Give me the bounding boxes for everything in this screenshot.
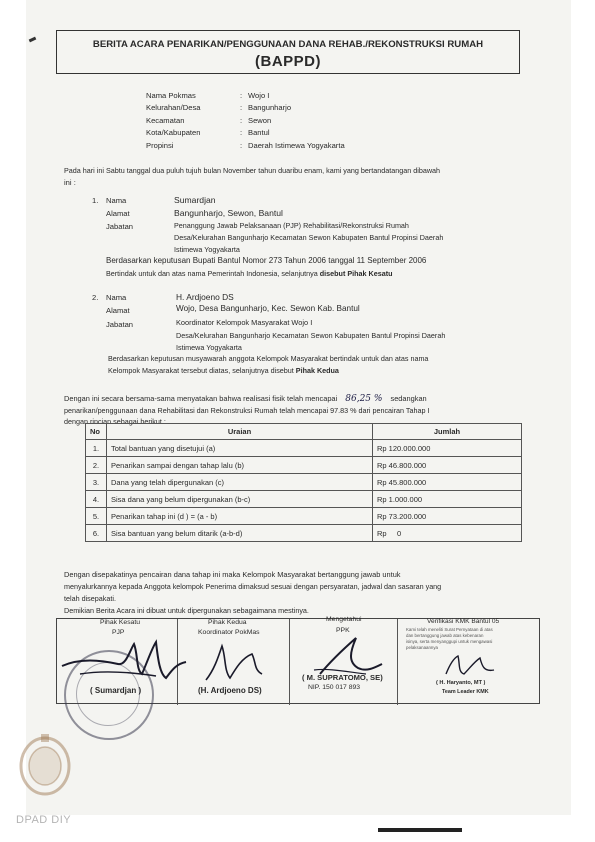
row-amount: Rp 73.200.000 — [373, 508, 522, 525]
party-one-designation: disebut Pihak Kesatu — [319, 269, 393, 278]
breakdown-table — [85, 423, 522, 542]
acting-text: Bertindak untuk dan atas nama Pemerintah Indonesia, selanjutnya — [106, 269, 318, 278]
bottom-bar — [378, 828, 462, 832]
table-row — [86, 474, 522, 491]
verification-text: pelaksanaannya — [406, 645, 438, 650]
jabatan-label: Jabatan — [106, 222, 134, 231]
statement-line-1 — [64, 394, 427, 404]
table-header-row — [86, 424, 522, 440]
identity-label: Kelurahan/Desa — [146, 103, 201, 112]
nama-label: Nama — [106, 196, 127, 205]
party-one-decree: Berdasarkan keputusan Bupati Bantul Nomor 273 Tahun 2006 tanggal 11 September 2006 — [106, 256, 427, 265]
table-row — [86, 440, 522, 457]
row-amount: Rp 0 — [373, 525, 522, 542]
statement-text: Dengan ini secara bersama-sama menyatakan bahwa realisasi fisik telah mencapai — [64, 394, 338, 403]
row-description: Sisa bantuan yang belum ditarik (a-b-d) — [107, 525, 373, 542]
party-one-name: Sumardjan — [174, 195, 216, 205]
identity-value: Daerah Istimewa Yogyakarta — [248, 141, 345, 150]
party-two-basis — [108, 366, 339, 376]
row-number: 2. — [86, 457, 107, 474]
table-row — [86, 457, 522, 474]
party-one-position: Penanggung Jawab Pelaksanaan (PJP) Rehabilitasi/Rekonstruksi Rumah — [174, 221, 409, 230]
party-two-basis: Berdasarkan keputusan musyawarah anggota Kelompok Masyarakat bertindak untuk dan atas nama — [108, 354, 429, 363]
party-two-address: Wojo, Desa Bangunharjo, Kec. Sewon Kab. Bantul — [176, 304, 360, 313]
row-amount: Rp 1.000.000 — [373, 491, 522, 508]
alamat-label: Alamat — [106, 209, 130, 218]
intro-line-2: ini : — [64, 178, 76, 187]
verification-title: Verifikasi KMK Bantul 05 — [427, 618, 500, 625]
handwritten-percentage: 86,25 % — [345, 394, 383, 404]
row-description: Sisa dana yang belum dipergunakan (b-c) — [107, 491, 373, 508]
identity-value: Bantul — [248, 128, 270, 137]
identity-value: Wojo I — [248, 91, 270, 100]
party-number: 1. — [92, 196, 99, 205]
signature-four-icon — [440, 650, 500, 680]
watermark: DPAD DIY — [16, 814, 72, 826]
row-amount: Rp 45.800.000 — [373, 474, 522, 491]
closing-line-2: menyalurkannya kepada Anggota kelompok Penerima dimaksud sesuai dengan persyaratan, jadwal dan sasaran yang — [64, 582, 442, 591]
identity-colon: : — [240, 116, 243, 125]
regency-emblem-icon — [16, 730, 74, 800]
signature-two-icon — [196, 640, 276, 686]
row-number: 3. — [86, 474, 107, 491]
document-title: BERITA ACARA PENARIKAN/PENGGUNAAN DANA REHAB./REKONSTRUKSI RUMAH — [92, 39, 484, 50]
closing-line-4: Demikian Berita Acara ini dibuat untuk dipergunakan sebagaimana mestinya. — [64, 606, 309, 615]
nama-label: Nama — [106, 293, 127, 302]
signer-two-label: Pihak Kedua — [208, 619, 247, 626]
signer-two-role: Koordinator PokMas — [198, 629, 260, 636]
row-description: Penarikan tahap ini (d ) = (a - b) — [107, 508, 373, 525]
page-margin-bottom — [0, 815, 595, 842]
jabatan-label: Jabatan — [106, 320, 134, 329]
statement-text: sedangkan — [390, 394, 427, 403]
witness-label: Mengetahui — [326, 616, 362, 623]
row-amount: Rp 46.800.000 — [373, 457, 522, 474]
signer-one-label: Pihak Kesatu — [100, 619, 141, 626]
row-number: 5. — [86, 508, 107, 525]
table-row — [86, 508, 522, 525]
witness-role: PPK — [336, 627, 350, 634]
verifier-name: ( H. Haryanto, MT ) — [436, 680, 486, 686]
closing-line-3: telah disepakati. — [64, 594, 116, 603]
party-one-acting — [106, 269, 392, 279]
row-number: 4. — [86, 491, 107, 508]
signature-one-icon — [60, 630, 190, 690]
table-row — [86, 491, 522, 508]
signer-one-role: PJP — [112, 629, 125, 636]
row-amount: Rp 120.000.000 — [373, 440, 522, 457]
party-two-position: Desa/Kelurahan Bangunharjo Kecamatan Sewon Kabupaten Bantul Propinsi Daerah — [176, 331, 446, 340]
column-header-uraian: Uraian — [107, 424, 373, 440]
identity-label: Propinsi — [146, 141, 174, 150]
party-one-position: Istimewa Yogyakarta — [174, 245, 240, 254]
verification-text: dan bertanggung jawab atas kebenaran — [406, 633, 484, 638]
row-number: 6. — [86, 525, 107, 542]
signature-divider — [289, 619, 290, 705]
verification-text: Kami telah meneliti Surat Pernyataan di atas — [406, 627, 493, 632]
party-one-address: Bangunharjo, Sewon, Bantul — [174, 208, 283, 218]
identity-colon: : — [240, 103, 243, 112]
signature-divider — [397, 619, 398, 705]
identity-colon: : — [240, 128, 243, 137]
witness-name: ( M. SUPRATOMO, SE) — [302, 673, 383, 682]
statement-line-2: penarikan/penggunaan dana Rehabilitasi dan Rekonstruksi Rumah telah mencapai 97.83 % dari pencairan Tahap I — [64, 406, 430, 415]
witness-nip: NIP. 150 017 893 — [308, 684, 361, 691]
row-description: Penarikan sampai dengan tahap lalu (b) — [107, 457, 373, 474]
identity-label: Nama Pokmas — [146, 91, 196, 100]
party-number: 2. — [92, 293, 99, 302]
identity-colon: : — [240, 91, 243, 100]
row-number: 1. — [86, 440, 107, 457]
title-box — [56, 30, 520, 74]
verification-text: isinya, serta menyanggupi untuk mengawasi — [406, 639, 493, 644]
signature-three-icon — [300, 628, 390, 686]
signer-one-name: ( Sumardjan ) — [90, 686, 142, 695]
table-row — [86, 525, 522, 542]
column-header-no: No — [86, 424, 107, 440]
signer-two-name: (H. Ardjoeno DS) — [198, 686, 262, 695]
identity-label: Kota/Kabupaten — [146, 128, 201, 137]
identity-label: Kecamatan — [146, 116, 185, 125]
alamat-label: Alamat — [106, 306, 130, 315]
party-two-position: Istimewa Yogyakarta — [176, 343, 242, 352]
closing-line-1: Dengan disepakatinya pencairan dana tahap ini maka Kelompok Masyarakat bertanggung jawab untuk — [64, 570, 401, 579]
intro-line-1: Pada hari ini Sabtu tanggal dua puluh tujuh bulan November tahun duaribu enam, kami yang bertandatangan dibawah — [64, 166, 441, 175]
identity-value: Bangunharjo — [248, 103, 292, 112]
column-header-jumlah: Jumlah — [373, 424, 522, 440]
basis-text: Kelompok Masyarakat tersebut diatas, selanjutnya disebut — [108, 366, 294, 375]
party-two-name: H. Ardjoeno DS — [176, 292, 234, 302]
party-two-position: Koordinator Kelompok Masyarakat Wojo I — [176, 318, 313, 327]
party-one-position: Desa/Kelurahan Bangunharjo Kecamatan Sewon Kabupaten Bantul Propinsi Daerah — [174, 233, 444, 242]
identity-value: Sewon — [248, 116, 272, 125]
statement-line-3: dengan rincian sebagai berikut : — [64, 417, 166, 426]
page-margin-right — [571, 0, 595, 842]
verifier-role: Team Leader KMK — [442, 689, 489, 695]
page-margin-left — [0, 0, 26, 842]
row-description: Dana yang telah dipergunakan (c) — [107, 474, 373, 491]
party-two-designation: Pihak Kedua — [295, 366, 339, 375]
identity-colon: : — [240, 141, 243, 150]
document-subtitle: (BAPPD) — [255, 53, 321, 70]
row-description: Total bantuan yang disetujui (a) — [107, 440, 373, 457]
